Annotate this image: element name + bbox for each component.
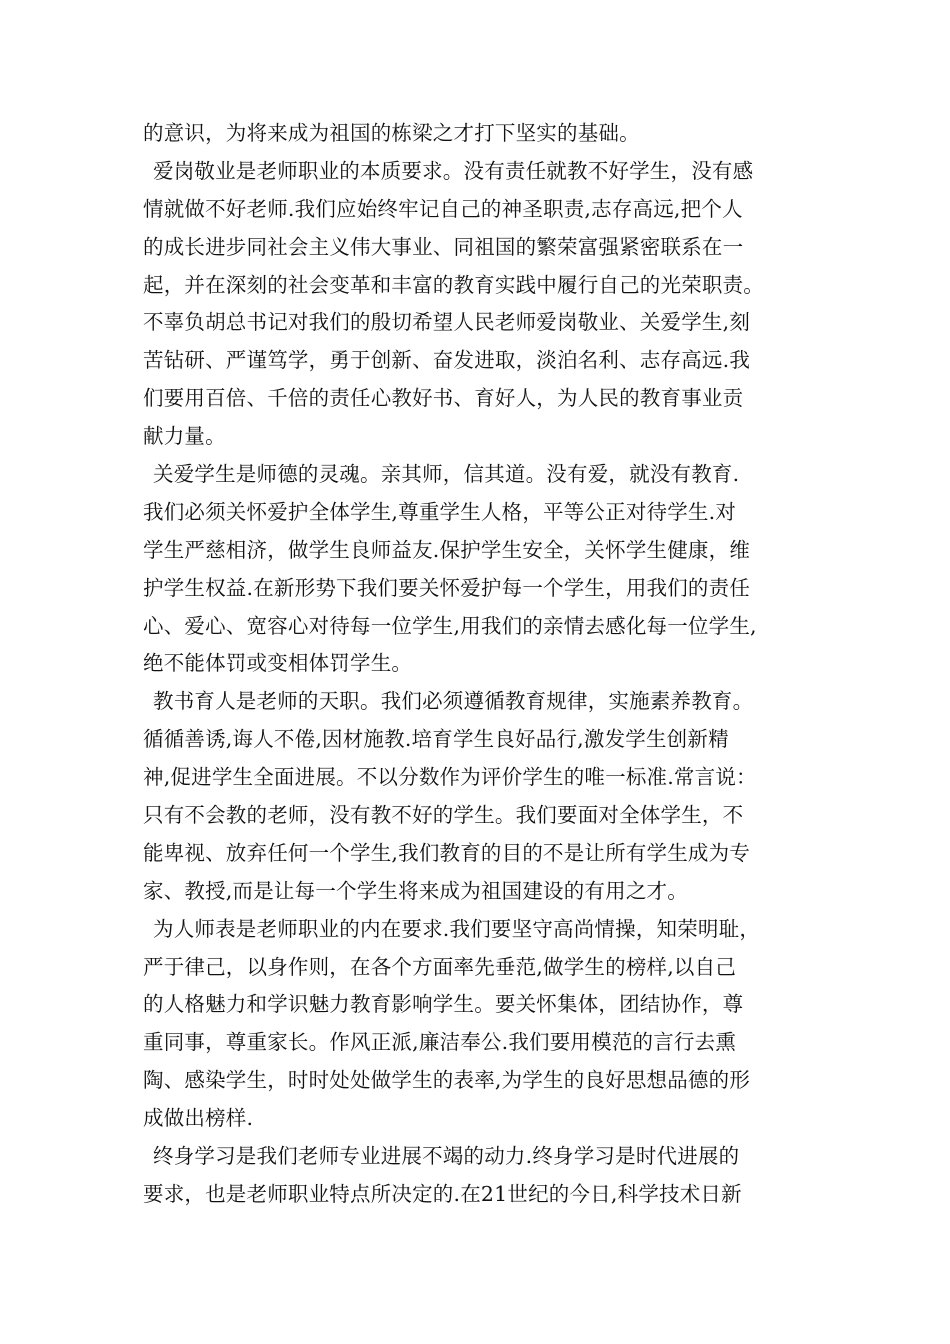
text-line: 循循善诱,诲人不倦,因材施教.培育学生良好品行,激发学生创新精 bbox=[143, 727, 729, 752]
text-line: 重同事，尊重家长。作风正派,廉洁奉公.我们要用模范的言行去熏 bbox=[143, 1030, 737, 1055]
text-line: 的人格魅力和学识魅力教育影响学生。要关怀集体，团结协作，尊 bbox=[143, 992, 744, 1017]
text-line: 心、爱心、宽容心对待每一位学生,用我们的亲情去感化每一位学生, bbox=[143, 613, 757, 638]
document-body bbox=[143, 115, 807, 1214]
text-line: 终身学习是我们老师专业进展不竭的动力.终身学习是时代进展的 bbox=[153, 1144, 740, 1169]
text-line: 的意识，为将来成为祖国的栋梁之才打下坚实的基础。 bbox=[143, 121, 640, 145]
text-line: 学生严慈相济，做学生良师益友.保护学生安全，关怀学生健康，维 bbox=[143, 537, 751, 562]
text-line: 献力量。 bbox=[143, 424, 226, 449]
text-line: 不辜负胡总书记对我们的殷切希望人民老师爱岗敬业、关爱学生,刻 bbox=[143, 310, 751, 335]
text-line: 关爱学生是师德的灵魂。亲其师，信其道。没有爱，就没有教育. bbox=[153, 462, 740, 487]
text-line: 起，并在深刻的社会变革和丰富的教育实践中履行自己的光荣职责。 bbox=[143, 272, 764, 297]
text-line: 成做出榜样. bbox=[143, 1106, 254, 1131]
text-line: 家、教授,而是让每一个学生将来成为祖国建设的有用之才。 bbox=[143, 878, 688, 903]
text-line: 为人师表是老师职业的内在要求.我们要坚守高尚情操，知荣明耻， bbox=[153, 916, 761, 941]
text-line: 爱岗敬业是老师职业的本质要求。没有责任就教不好学生，没有感 bbox=[153, 158, 754, 183]
text-line: 绝不能体罚或变相体罚学生。 bbox=[143, 651, 413, 676]
text-line: 神,促进学生全面进展。不以分数作为评价学生的唯一标准.常言说： bbox=[143, 765, 757, 790]
text-line: 我们必须关怀爱护全体学生,尊重学生人格，平等公正对待学生.对 bbox=[143, 499, 737, 524]
text-line: 的成长进步同社会主义伟大事业、同祖国的繁荣富强紧密联系在一 bbox=[143, 234, 744, 259]
text-line: 情就做不好老师.我们应始终牢记自己的神圣职责,志存高远,把个人 bbox=[143, 196, 743, 221]
text-line: 能卑视、放弃任何一个学生,我们教育的目的不是让所有学生成为专 bbox=[143, 840, 751, 865]
text-line: 陶、感染学生，时时处处做学生的表率,为学生的良好思想品德的形 bbox=[143, 1068, 751, 1093]
text-line: 严于律己，以身作则，在各个方面率先垂范,做学生的榜样,以自己 bbox=[143, 954, 737, 979]
text-line: 护学生权益.在新形势下我们要关怀爱护每一个学生，用我们的责任 bbox=[143, 575, 751, 600]
text-line: 教书育人是老师的天职。我们必须遵循教育规律，实施素养教育。 bbox=[153, 689, 754, 714]
text-line: 只有不会教的老师，没有教不好的学生。我们要面对全体学生，不 bbox=[143, 803, 744, 828]
text-line: 要求，也是老师职业特点所决定的.在21世纪的今日,科学技术日新 bbox=[143, 1181, 742, 1206]
text-line: 苦钻研、严谨笃学，勇于创新、奋发进取，淡泊名利、志存高远.我 bbox=[143, 348, 751, 373]
text-line: 们要用百倍、千倍的责任心教好书、育好人，为人民的教育事业贡 bbox=[143, 386, 744, 411]
